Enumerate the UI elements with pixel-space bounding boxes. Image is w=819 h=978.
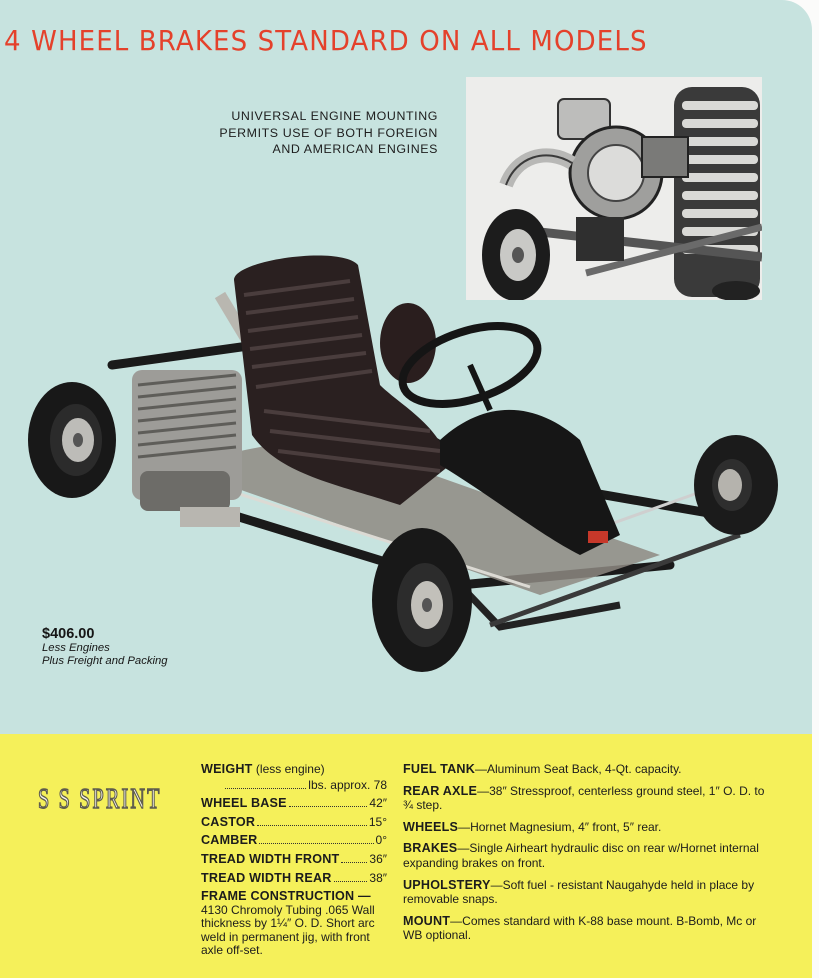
go-kart-photo (20, 235, 792, 685)
spec-tread-front-label: TREAD WIDTH FRONT (201, 851, 340, 866)
spec-wheel-base (201, 796, 387, 811)
spec-wheels (403, 820, 769, 835)
spec-tread-front (201, 852, 387, 867)
spec-tread-rear (201, 871, 387, 886)
spec-fuel-tank-text: —Aluminum Seat Back, 4-Qt. capacity. (475, 762, 682, 776)
engine-caption-line-1: UNIVERSAL ENGINE MOUNTING (231, 109, 438, 123)
spec-wheel-base-value: 42″ (369, 796, 387, 811)
spec-wheel-base-label: WHEEL BASE (201, 796, 287, 811)
spec-castor-label: CASTOR (201, 814, 256, 829)
engine-caption-line-2: PERMITS USE OF BOTH FOREIGN (219, 125, 438, 140)
spec-frame (201, 889, 387, 957)
headline: 4 WHEEL BRAKES STANDARD ON ALL MODELS (4, 24, 648, 57)
front-left-wheel (372, 528, 472, 672)
spec-camber-label: CAMBER (201, 833, 258, 848)
spec-camber (201, 833, 387, 848)
spec-weight-qualifier: (less engine) (255, 762, 325, 776)
spec-weight (201, 762, 387, 792)
spec-weight-value: lbs. approx. 78 (308, 777, 387, 792)
price: $406.00 (42, 626, 95, 642)
model-name: S S SPRINT (38, 784, 162, 815)
spec-tread-front-value: 36″ (369, 851, 387, 866)
spec-wheels-text: —Hornet Magnesium, 4″ front, 5″ rear. (458, 819, 662, 834)
engine-caption-line-3: AND AMERICAN ENGINES (272, 142, 438, 157)
spec-fuel-tank-label: FUEL TANK (403, 762, 475, 776)
spec-frame-text: 4130 Chromoly Tubing .065 Wall thickness by 1¼″ O. D. Short arc weld in permanent jig, with front axle off-set. (201, 902, 375, 957)
spec-upholstery-label: UPHOLSTERY (403, 877, 491, 892)
engine-caption (200, 108, 438, 158)
spec-upholstery (403, 878, 769, 907)
spec-list-left (201, 762, 387, 961)
engine (132, 370, 242, 527)
spec-list-right (403, 762, 769, 950)
spec-castor-value: 15° (368, 814, 387, 829)
spec-weight-label: WEIGHT (201, 762, 253, 776)
spec-castor (201, 815, 387, 830)
spec-mount (403, 914, 769, 943)
spec-brakes (403, 841, 769, 870)
spec-mount-text: —Comes standard with K-88 base mount. B-Bomb, Mc or WB optional. (403, 913, 757, 943)
price-note-engines: Less Engines (42, 642, 110, 654)
spec-brakes-label: BRAKES (403, 841, 458, 856)
spec-fuel-tank (403, 762, 769, 777)
spec-tread-rear-label: TREAD WIDTH REAR (201, 870, 332, 885)
spec-upholstery-text: —Soft fuel - resistant Naugahyde held in place by removable snaps. (403, 877, 755, 907)
spec-frame-label: FRAME CONSTRUCTION — (201, 889, 371, 904)
spec-tread-rear-value: 38″ (369, 870, 387, 885)
price-block (42, 626, 168, 668)
front-right-wheel (694, 435, 778, 535)
spec-panel (0, 734, 812, 978)
spec-rear-axle-label: REAR AXLE (403, 783, 478, 798)
rear-left-wheel (28, 382, 116, 498)
spec-brakes-text: —Single Airheart hydraulic disc on rear w/Hornet internal expanding brakes on front. (403, 841, 759, 870)
spec-rear-axle-text: —38″ Stressproof, centerless ground steel, 1″ O. D. to ¾ step. (403, 783, 765, 813)
price-note-freight: Plus Freight and Packing (42, 655, 168, 667)
spec-camber-value: 0° (375, 833, 387, 848)
spec-mount-label: MOUNT (403, 913, 451, 928)
spec-wheels-label: WHEELS (403, 819, 459, 834)
spec-rear-axle (403, 784, 769, 813)
